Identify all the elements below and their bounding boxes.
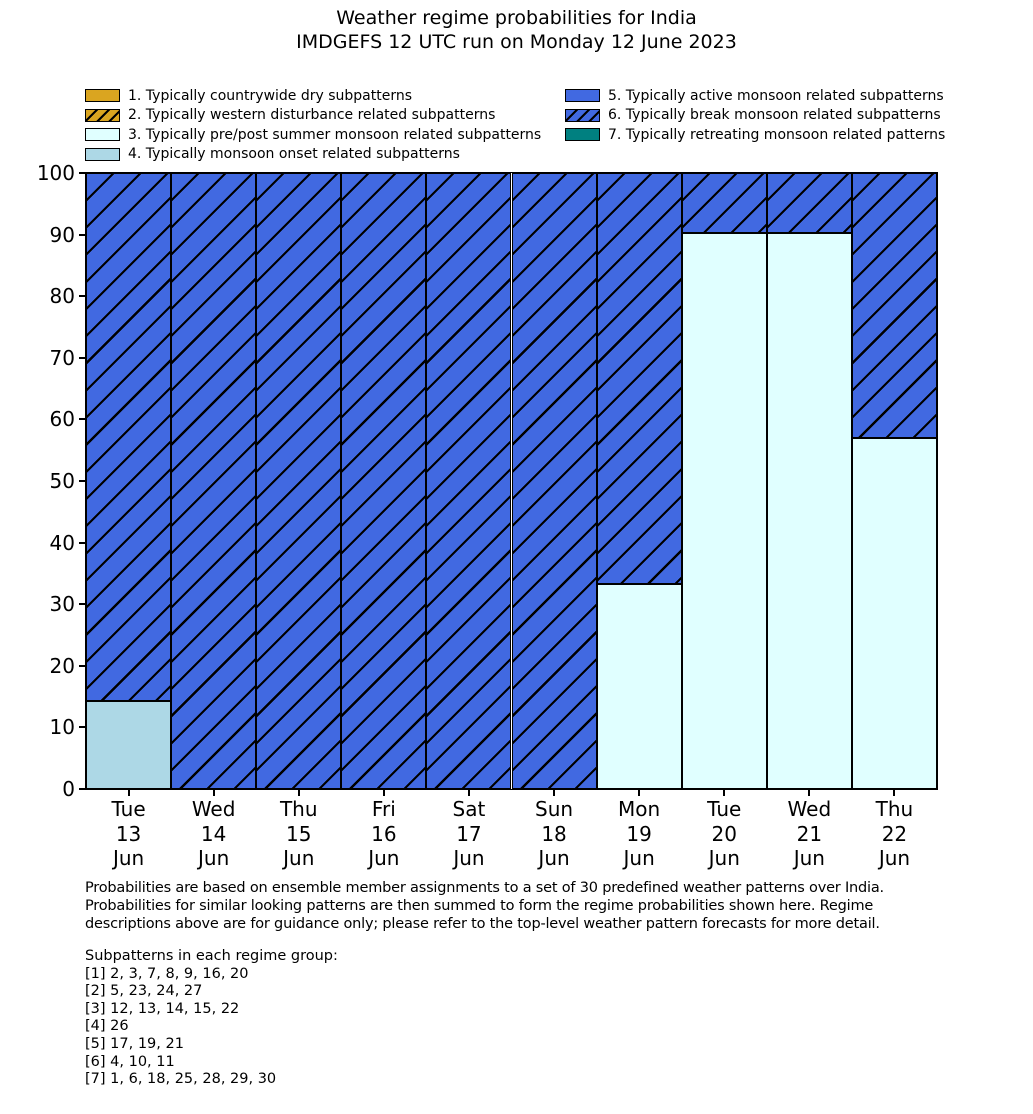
legend-item [85, 86, 541, 106]
x-tick-mark [213, 789, 215, 796]
x-tick-mark [298, 789, 300, 796]
y-tick-label: 0 [62, 777, 75, 801]
chart-title-line1: Weather regime probabilities for India [336, 7, 697, 29]
x-tick-label [339, 797, 429, 871]
x-tick-label-line: Sun [535, 797, 574, 821]
x-tick-label [84, 797, 174, 871]
x-tick-label-line: Jun [453, 846, 485, 870]
y-tick-mark [79, 788, 86, 790]
y-tick-label: 100 [36, 161, 75, 185]
bar [256, 173, 341, 789]
x-tick-mark [723, 789, 725, 796]
x-tick-label-line: 19 [626, 821, 652, 846]
legend-item [85, 145, 541, 165]
x-tick-label-line: 17 [456, 821, 482, 846]
legend-label: 6. Typically break monsoon related subpatterns [608, 107, 941, 124]
subpattern-group-line: [3] 12, 13, 14, 15, 22 [85, 1000, 240, 1017]
bar [171, 173, 256, 789]
x-tick-mark [553, 789, 555, 796]
x-tick-label [849, 797, 939, 871]
legend-column-left [85, 86, 541, 164]
x-tick-label [764, 797, 854, 871]
bar [682, 173, 767, 789]
y-tick-mark [79, 665, 86, 667]
y-tick-label: 40 [49, 530, 75, 555]
disclaimer-line: Probabilities for similar looking patterns are then summed to form the regime probabilities shown here. Regime [85, 898, 874, 915]
x-tick-label [679, 797, 769, 871]
y-tick-label: 70 [49, 345, 75, 370]
x-tick-label-line: 14 [200, 821, 227, 846]
legend-swatch [85, 148, 120, 161]
x-tick-mark [468, 789, 470, 796]
x-tick-label-line: Tue [707, 797, 742, 821]
x-tick-label-line: 13 [115, 821, 142, 846]
y-tick-label: 60 [49, 407, 75, 432]
bar-segment [426, 173, 511, 789]
x-tick-label-line: 18 [541, 821, 567, 846]
y-tick-mark [79, 295, 86, 297]
bar-segment [597, 584, 682, 789]
x-tick-label-line: Jun [198, 846, 230, 870]
x-tick-label [169, 797, 259, 871]
subpattern-group-line: [6] 4, 10, 11 [85, 1053, 175, 1070]
x-tick-label-line: Tue [111, 797, 146, 821]
bar [852, 173, 937, 789]
x-tick-label-line: 16 [371, 821, 397, 846]
y-tick-mark [79, 603, 86, 605]
subpattern-group-line: [7] 1, 6, 18, 25, 28, 29, 30 [85, 1071, 277, 1088]
bar-segment [682, 173, 767, 233]
legend-item [85, 106, 541, 126]
x-tick-mark [638, 789, 640, 796]
x-tick-label-line: Jun [368, 846, 400, 870]
x-tick-label [594, 797, 684, 871]
bar-segment [852, 438, 937, 789]
x-tick-label-line: Sat [452, 797, 486, 821]
y-tick-label: 90 [49, 222, 75, 247]
disclaimer-text [85, 879, 884, 934]
subpatterns-list [85, 948, 338, 1089]
chart-title-line2: IMDGEFS 12 UTC run on Monday 12 June 2023 [296, 31, 737, 53]
y-tick-mark [79, 172, 86, 174]
y-tick-label: 30 [49, 592, 75, 617]
legend-label: 7. Typically retreating monsoon related patterns [608, 126, 946, 143]
x-tick-label [424, 797, 514, 871]
legend-label: 5. Typically active monsoon related subpatterns [608, 87, 944, 104]
legend-swatch [565, 109, 600, 122]
legend-label: 3. Typically pre/post summer monsoon related subpatterns [128, 126, 542, 143]
y-tick-label: 10 [49, 715, 75, 740]
x-tick-label-line: 21 [796, 821, 823, 846]
legend-item [565, 106, 945, 126]
x-tick-label-line: Thu [279, 797, 318, 821]
x-tick-label-line: Jun [623, 846, 655, 870]
legend-item [85, 125, 541, 145]
bar [767, 173, 852, 789]
bar-segment [682, 233, 767, 789]
x-tick-label-line: 15 [286, 821, 312, 846]
subpattern-group-line: [2] 5, 23, 24, 27 [85, 983, 203, 1000]
y-tick-label: 20 [49, 653, 75, 678]
y-tick-label: 50 [49, 469, 75, 493]
legend-swatch [565, 128, 600, 141]
legend-label: 4. Typically monsoon onset related subpatterns [128, 146, 460, 163]
y-tick-mark [79, 418, 86, 420]
x-tick-label-line: Fri [371, 797, 396, 821]
y-tick-mark [79, 234, 86, 236]
bar-segment [256, 173, 341, 789]
y-tick-mark [79, 357, 86, 359]
subpattern-group-line: [5] 17, 19, 21 [85, 1035, 184, 1052]
bar [512, 173, 597, 789]
legend-swatch [85, 109, 120, 122]
x-tick-label-line: 22 [881, 821, 908, 846]
bar-segment [341, 173, 426, 789]
bar [597, 173, 682, 789]
x-tick-label-line: Jun [708, 846, 740, 870]
disclaimer-line: Probabilities are based on ensemble member assignments to a set of 30 predefined weather patterns over India. [85, 880, 884, 896]
legend-label: 1. Typically countrywide dry subpatterns [128, 87, 413, 104]
subpatterns-heading: Subpatterns in each regime group: [85, 948, 338, 964]
x-tick-label-line: Thu [875, 797, 914, 821]
x-tick-label-line: 20 [711, 821, 737, 846]
bar-segment [597, 173, 682, 584]
bar [341, 173, 426, 789]
bar [86, 173, 171, 789]
bar-segment [171, 173, 256, 789]
legend-item [565, 86, 945, 106]
legend-column-right [565, 86, 945, 145]
y-tick-label: 80 [49, 284, 75, 309]
y-tick-mark [79, 480, 86, 482]
y-tick-mark [79, 542, 86, 544]
x-tick-mark [808, 789, 810, 796]
x-tick-label-line: Wed [191, 797, 236, 821]
x-tick-label-line: Jun [793, 846, 825, 870]
x-tick-label-line: Mon [618, 797, 661, 821]
bar-segment [86, 173, 171, 701]
x-tick-label [509, 797, 599, 871]
legend-swatch [85, 128, 120, 141]
legend-swatch [85, 89, 120, 102]
bar-segment [86, 701, 171, 789]
x-tick-mark [893, 789, 895, 796]
bar-segment [852, 173, 937, 438]
plot-area [36, 161, 938, 870]
subpattern-group-line: [4] 26 [85, 1018, 129, 1035]
x-tick-label [254, 797, 344, 871]
x-tick-mark [383, 789, 385, 796]
y-tick-mark [79, 726, 86, 728]
x-tick-label-line: Jun [538, 846, 570, 870]
legend-item [565, 125, 945, 145]
x-tick-label-line: Wed [787, 797, 832, 821]
subpattern-group-line: [1] 2, 3, 7, 8, 9, 16, 20 [85, 965, 249, 982]
bar-segment [512, 173, 597, 789]
x-tick-mark [128, 789, 130, 796]
bar-segment [767, 173, 852, 233]
x-tick-label-line: Jun [878, 846, 911, 870]
disclaimer-line: descriptions above are for guidance only; please refer to the top-level weather pattern forecasts for more detail. [85, 916, 880, 933]
bar [426, 173, 511, 789]
legend-swatch [565, 89, 600, 102]
x-tick-label-line: Jun [112, 846, 145, 870]
x-tick-label-line: Jun [283, 846, 315, 870]
bar-segment [767, 233, 852, 789]
chart-title [0, 6, 1033, 54]
legend-label: 2. Typically western disturbance related subpatterns [128, 107, 496, 124]
